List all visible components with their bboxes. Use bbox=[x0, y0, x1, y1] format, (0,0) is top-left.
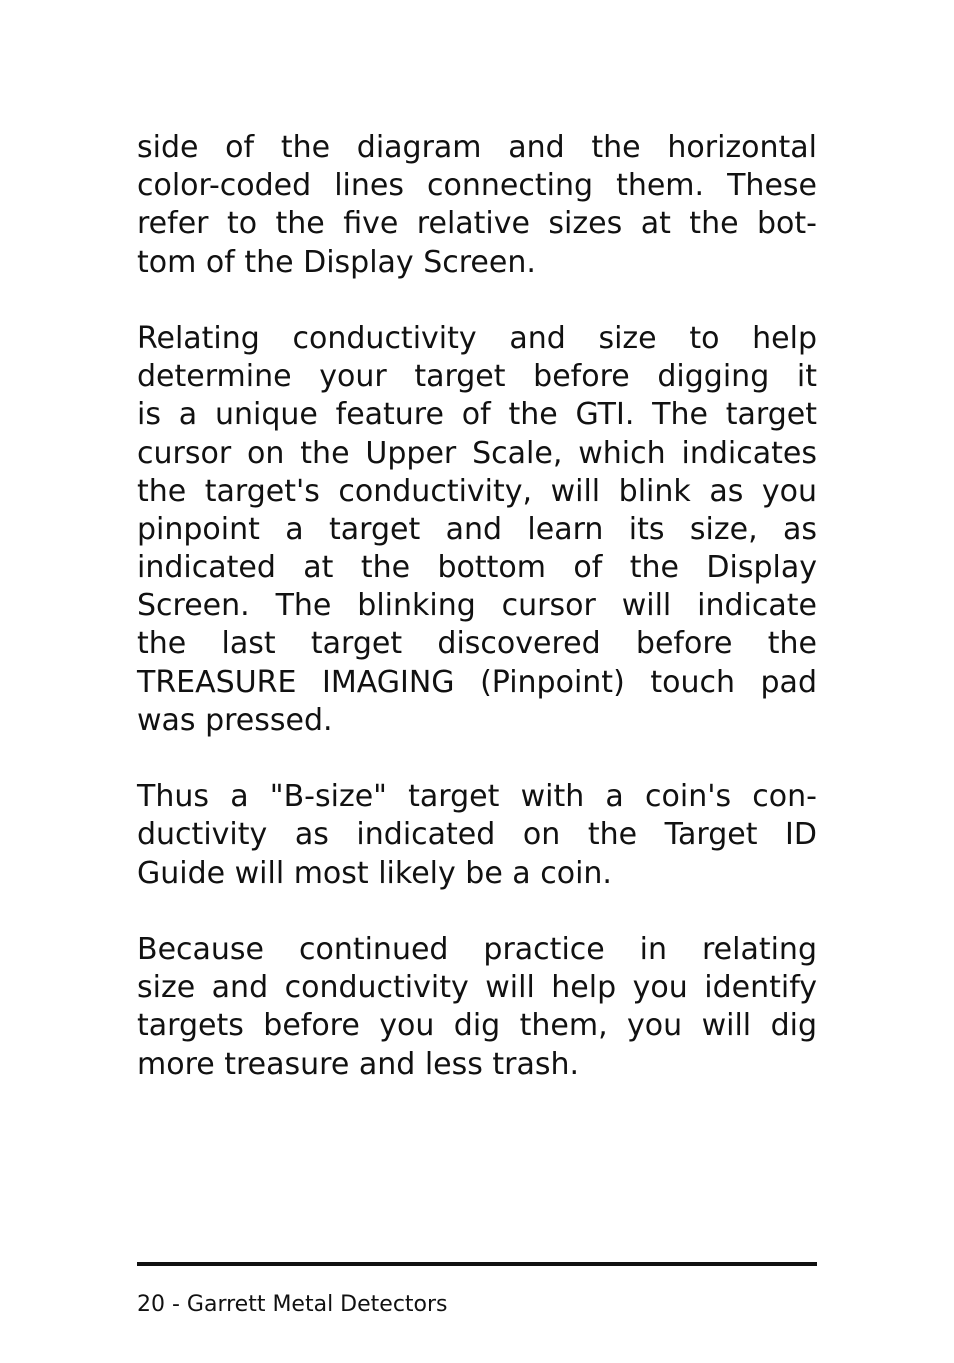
text-line: was pressed. bbox=[137, 702, 333, 738]
page-footer: 20 - Garrett Metal Detectors bbox=[137, 1292, 448, 1317]
text-line: pinpoint a target and learn its size, as bbox=[137, 511, 817, 547]
text-line: Screen. The blinking cursor will indicate bbox=[137, 588, 817, 624]
paragraph-practice bbox=[137, 931, 817, 1084]
paragraph-b-size-example bbox=[137, 778, 817, 893]
text-line: the target's conductivity, will blink as you bbox=[137, 473, 817, 509]
body-text bbox=[137, 129, 817, 1122]
text-line: determine your target before digging it bbox=[137, 359, 817, 395]
text-line: Relating conductivity and size to help bbox=[137, 320, 817, 356]
text-line: color-coded lines connecting them. These bbox=[137, 168, 817, 204]
text-line: Thus a "B-size" target with a coin's con- bbox=[137, 779, 817, 815]
paragraph-relating-conductivity bbox=[137, 320, 817, 740]
text-line: Because continued practice in relating bbox=[137, 931, 817, 967]
text-line: cursor on the Upper Scale, which indicates bbox=[137, 435, 817, 471]
text-line: side of the diagram and the horizontal bbox=[137, 130, 817, 165]
text-line: size and conductivity will help you identify bbox=[137, 970, 817, 1006]
paragraph-size-legend bbox=[137, 129, 817, 282]
text-line: TREASURE IMAGING (Pinpoint) touch pad bbox=[137, 664, 817, 700]
text-line: targets before you dig them, you will dig bbox=[137, 1008, 817, 1044]
text-line: Guide will most likely be a coin. bbox=[137, 855, 612, 891]
text-line: the last target discovered before the bbox=[137, 626, 817, 662]
text-line: tom of the Display Screen. bbox=[137, 244, 536, 280]
text-line: indicated at the bottom of the Display bbox=[137, 550, 817, 586]
footer-divider bbox=[137, 1262, 817, 1266]
text-line: refer to the five relative sizes at the bot- bbox=[137, 206, 817, 242]
text-line: ductivity as indicated on the Target ID bbox=[137, 817, 817, 853]
text-line: is a unique feature of the GTI. The target bbox=[137, 397, 817, 433]
text-line: more treasure and less trash. bbox=[137, 1046, 580, 1082]
